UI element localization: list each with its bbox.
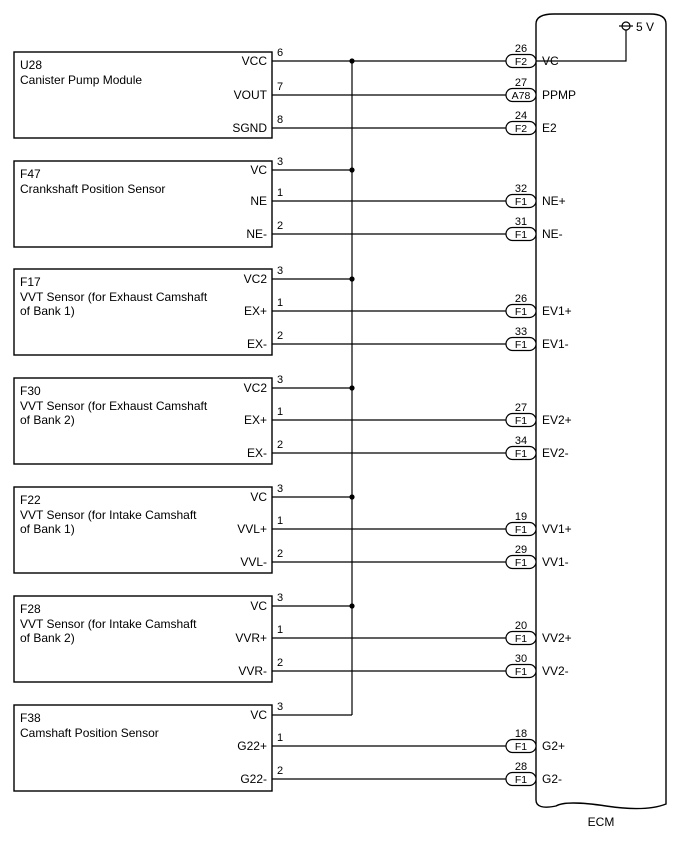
ecm-pin-number: 28 [514,761,528,773]
pin-label: VCC [241,54,267,68]
ecm-pin-number: 27 [514,402,528,414]
junction-dot [349,603,354,608]
component-box [14,161,272,247]
connector-code: F2 [514,56,528,68]
pin-label: EX+ [243,304,267,318]
pin-label: VC [250,599,267,613]
ecm-pin-label: VC [542,54,559,68]
ecm-pin-number: 29 [514,544,528,556]
component-name: of Bank 1) [20,304,75,318]
ecm-pin-number: 27 [514,77,528,89]
pin-label: VC2 [243,272,267,286]
component-name: Crankshaft Position Sensor [20,182,166,196]
junction-dot [349,58,354,63]
ecm-pin-label: VV2- [542,664,569,678]
pin-number: 2 [277,330,284,342]
ecm-pin-label: E2 [542,121,557,135]
connector-code: F1 [514,448,528,460]
pin-label: VC [250,163,267,177]
pin-number: 3 [277,265,284,277]
pin-label: VVR+ [235,631,267,645]
connector-code: F1 [514,741,528,753]
connector-code: F1 [514,524,528,536]
pin-number: 2 [277,765,284,777]
ecm-pin-number: 24 [514,110,528,122]
ecm-pin-number: 34 [514,435,528,447]
component-code: F17 [20,275,41,289]
connector-code: F1 [514,339,528,351]
ecm-label: ECM [587,815,615,829]
ecm-pin-number: 32 [514,183,528,195]
ecm-pin-label: G2- [542,772,563,786]
component-name: of Bank 2) [20,631,75,645]
pin-number: 3 [277,592,284,604]
connector-code: F1 [514,774,528,786]
ecm-pin-number: 18 [514,728,528,740]
pin-label: EX- [246,337,267,351]
pin-number: 3 [277,701,284,713]
pin-number: 1 [277,515,284,527]
pin-number: 3 [277,483,284,495]
connector-code: F1 [514,196,528,208]
ecm-pin-number: 19 [514,511,528,523]
pin-label: EX+ [243,413,267,427]
junction-dot [349,385,354,390]
connector-code: A78 [511,90,531,102]
pin-number: 2 [277,439,284,451]
pin-number: 1 [277,187,284,199]
junction-dot [349,167,354,172]
component-name: of Bank 2) [20,413,75,427]
ecm-pin-label: G2+ [542,739,566,753]
connector-code: F1 [514,633,528,645]
pin-number: 2 [277,548,284,560]
ecm-pin-label: EV2- [542,446,569,460]
pin-label: VVL- [240,555,267,569]
component-box [14,705,272,791]
pin-label: G22+ [237,739,267,753]
pin-number: 1 [277,406,284,418]
ecm-pin-number: 30 [514,653,528,665]
connector-code: F1 [514,306,528,318]
component-code: U28 [20,58,43,72]
component-name: VVT Sensor (for Exhaust Camshaft [20,290,208,304]
component-name: Canister Pump Module [20,73,143,87]
ecm-pin-label: EV1- [542,337,569,351]
ecm-pin-label: VV1+ [542,522,572,536]
component-code: F28 [20,602,41,616]
ecm-pin-number: 26 [514,43,528,55]
junction-dot [349,276,354,281]
ecm-pin-label: EV1+ [542,304,572,318]
ecm-pin-number: 33 [514,326,528,338]
connector-code: F1 [514,666,528,678]
component-code: F47 [20,167,41,181]
ecm-pin-number: 20 [514,620,528,632]
ecm-pin-label: VV1- [542,555,569,569]
pin-label: VC [250,708,267,722]
pin-label: VVR- [238,664,267,678]
pin-number: 3 [277,374,284,386]
pin-label: NE- [246,227,267,241]
connector-code: F1 [514,557,528,569]
power-label: 5 V [636,20,655,34]
pin-number: 8 [277,114,284,126]
ecm-pin-label: NE+ [542,194,566,208]
pin-number: 2 [277,220,284,232]
component-name: VVT Sensor (for Exhaust Camshaft [20,399,208,413]
pin-number: 2 [277,657,284,669]
pin-number: 7 [277,81,284,93]
component-name: of Bank 1) [20,522,75,536]
component-name: Camshaft Position Sensor [20,726,159,740]
component-code: F30 [20,384,41,398]
connector-code: F1 [514,229,528,241]
pin-label: VC [250,490,267,504]
pin-label: EX- [246,446,267,460]
ecm-pin-label: PPMP [542,88,577,102]
pin-label: G22- [240,772,267,786]
ecm-pin-number: 26 [514,293,528,305]
pin-number: 1 [277,624,284,636]
pin-label: VVL+ [237,522,267,536]
ecm-pin-label: NE- [542,227,563,241]
connector-code: F1 [514,415,528,427]
pin-label: NE [250,194,267,208]
ecm-pin-label: EV2+ [542,413,572,427]
component-code: F38 [20,711,41,725]
component-name: VVT Sensor (for Intake Camshaft [20,508,197,522]
junction-dot [349,494,354,499]
ecm-pin-label: VV2+ [542,631,572,645]
pin-number: 6 [277,47,284,59]
pin-label: VOUT [233,88,267,102]
component-code: F22 [20,493,41,507]
ecm-pin-number: 31 [514,216,528,228]
pin-number: 3 [277,156,284,168]
pin-number: 1 [277,297,284,309]
connector-code: F2 [514,123,528,135]
pin-number: 1 [277,732,284,744]
pin-label: VC2 [243,381,267,395]
component-name: VVT Sensor (for Intake Camshaft [20,617,197,631]
pin-label: SGND [232,121,267,135]
